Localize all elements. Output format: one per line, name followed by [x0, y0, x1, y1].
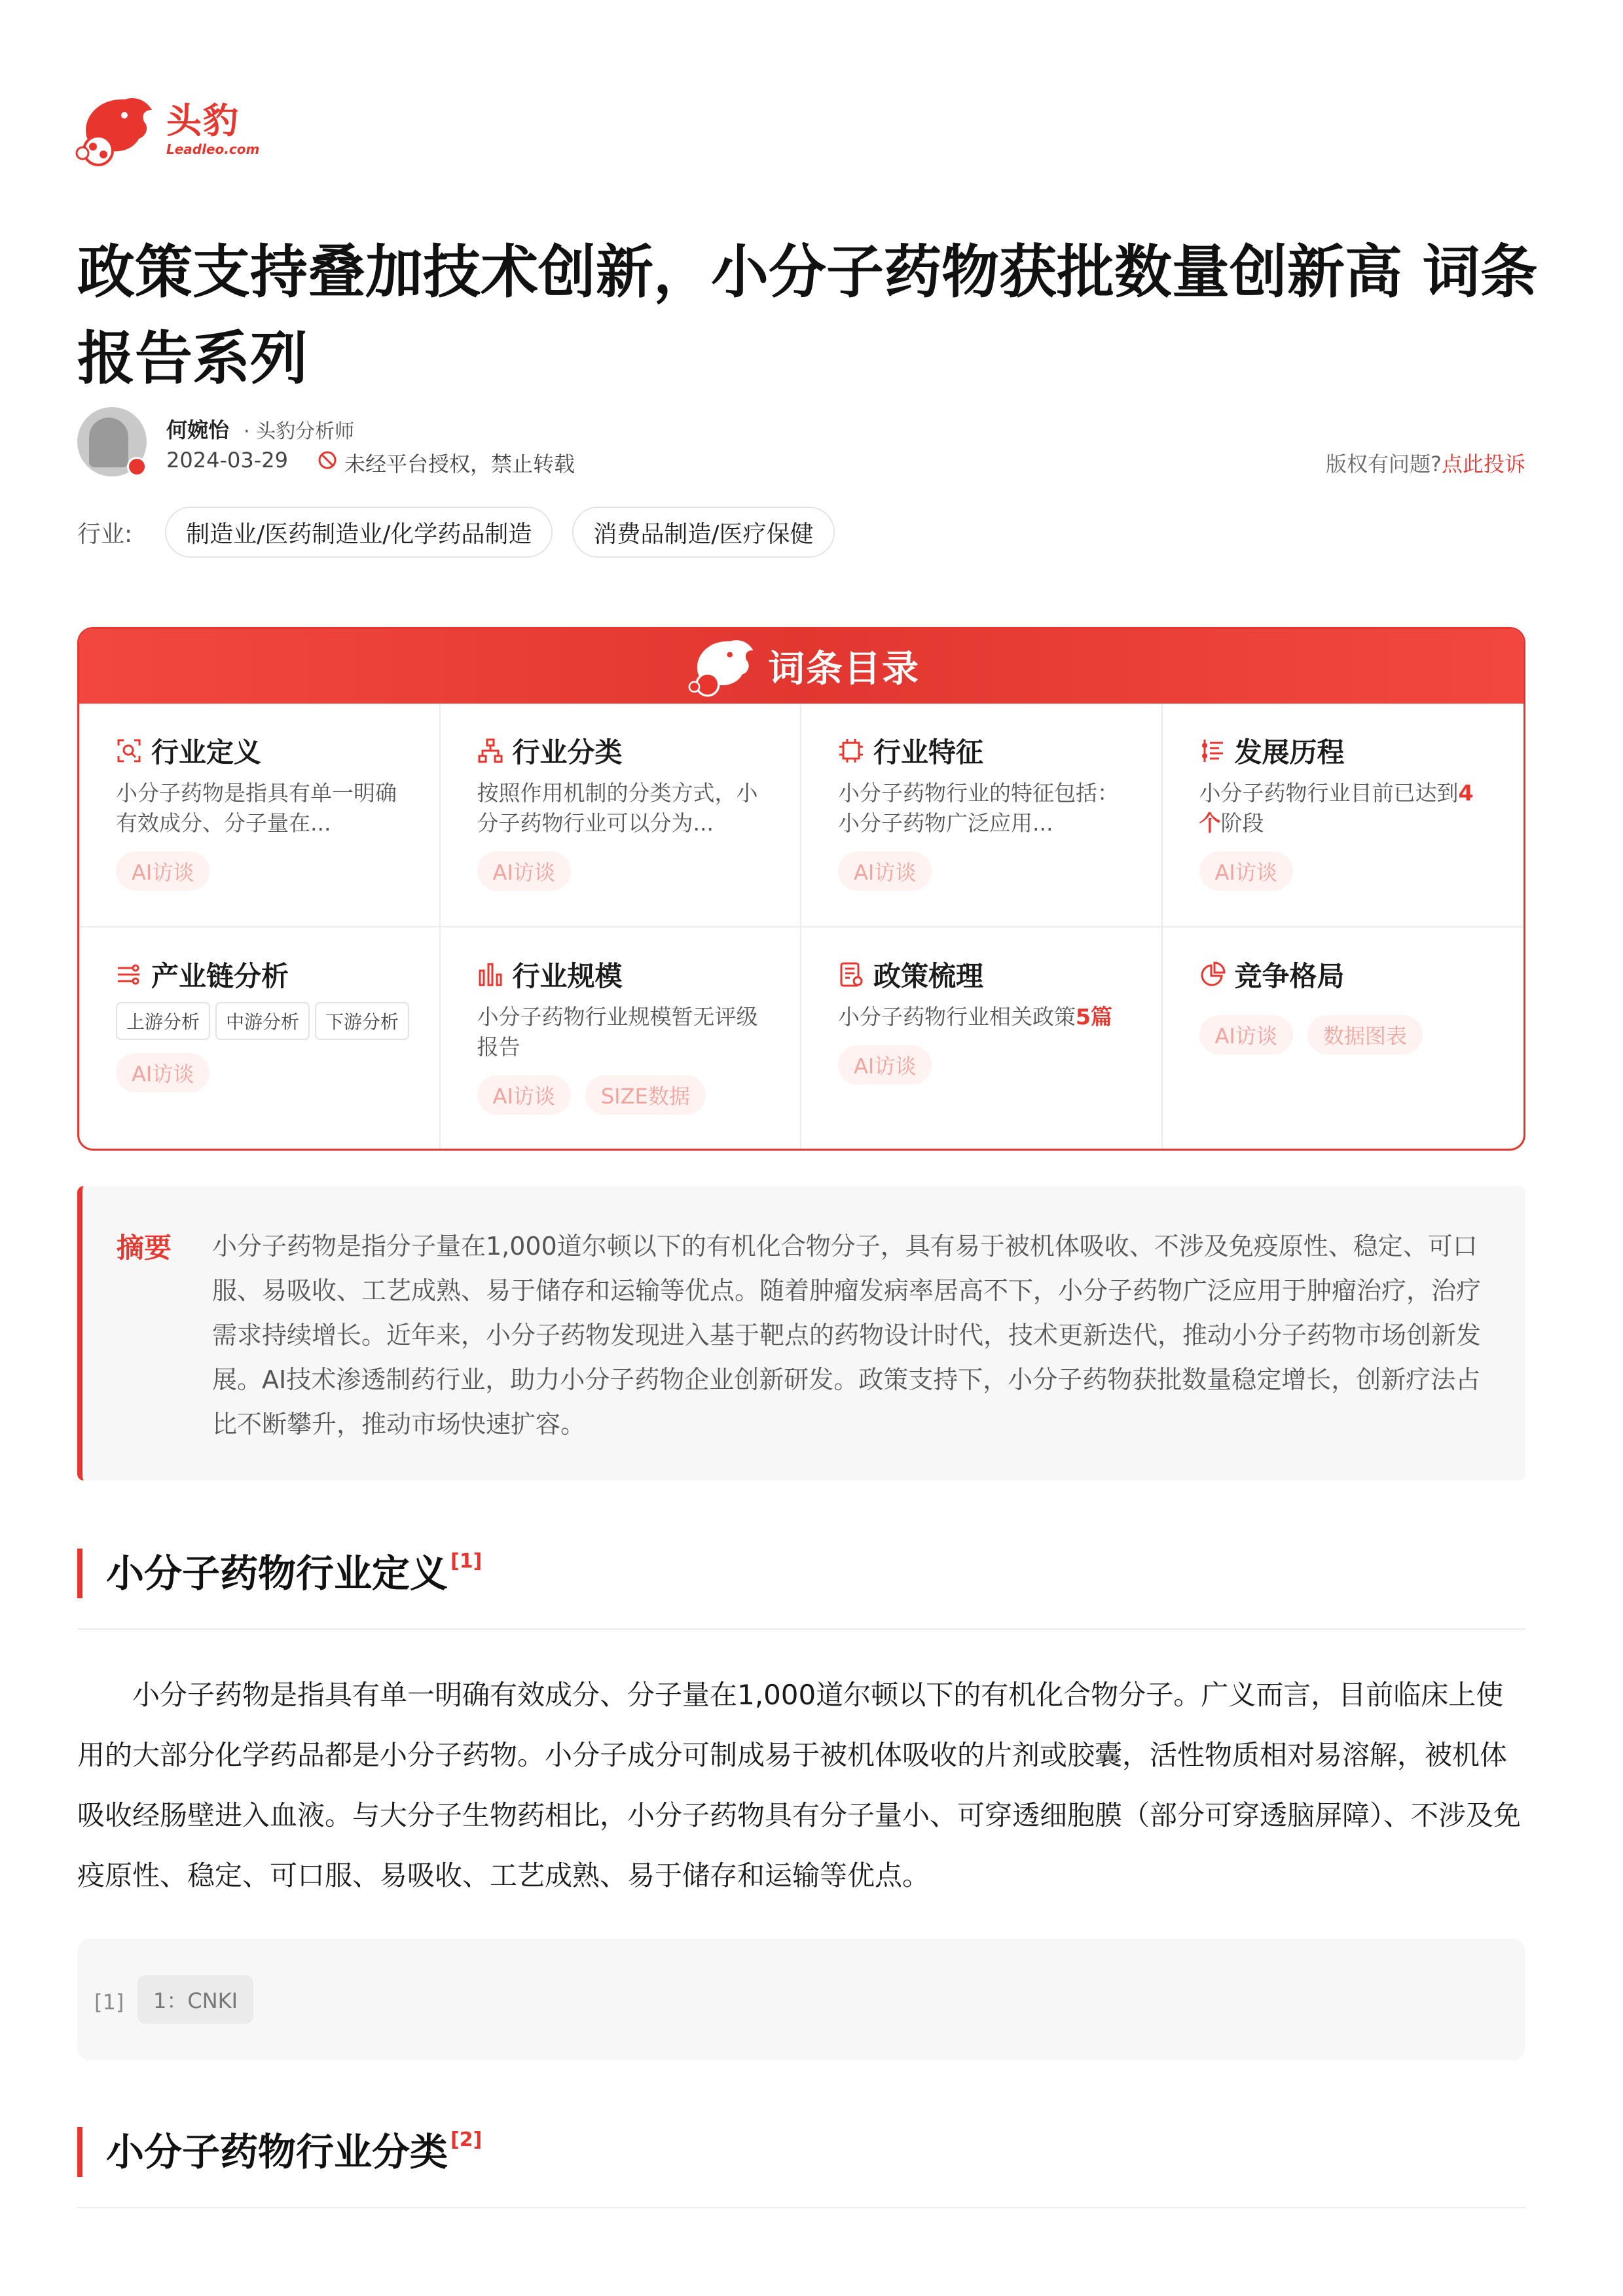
upstream-analysis-tag[interactable]: 上游分析	[116, 1002, 210, 1040]
toc-item-features[interactable]	[801, 704, 1163, 927]
brand-url: Leadleo.com	[166, 141, 260, 157]
industry-tag[interactable]: 制造业/医药制造业/化学药品制造	[165, 507, 553, 558]
search-doc-icon	[116, 738, 142, 764]
industry-tag[interactable]: 消费品制造/医疗保健	[572, 507, 834, 558]
report-link[interactable]: 点此投诉	[1441, 452, 1525, 476]
footnote-source[interactable]: 1：CNKI	[137, 1975, 253, 2024]
ai-interview-button[interactable]: AI访谈	[1199, 852, 1293, 891]
brand-logo[interactable]	[73, 90, 259, 168]
table-of-contents	[77, 627, 1525, 1151]
toc-item-policy[interactable]	[801, 927, 1163, 1151]
toc-header	[79, 629, 1523, 704]
toc-item-title: 政策梳理	[873, 960, 984, 992]
divider	[77, 2207, 1525, 2208]
policy-count: 5篇	[1076, 1004, 1112, 1030]
toc-item-classification[interactable]	[441, 704, 802, 927]
toc-item-competition[interactable]	[1163, 927, 1524, 1151]
toc-desc-text: 阶段	[1220, 810, 1264, 836]
repost-notice: 未经平台授权，禁止转载	[344, 452, 575, 476]
ai-interview-button[interactable]: AI访谈	[838, 852, 932, 891]
toc-item-title: 行业规模	[512, 960, 623, 992]
toc-item-desc: 小分子药物行业的特征包括：小分子药物广泛应用...	[838, 780, 1119, 836]
footnote-number: [1]	[94, 1990, 124, 2015]
midstream-analysis-tag[interactable]: 中游分析	[215, 1002, 310, 1040]
ai-interview-button[interactable]: AI访谈	[477, 852, 571, 891]
section-heading	[77, 2127, 482, 2177]
toc-item-history[interactable]	[1163, 704, 1524, 927]
section-body: 小分子药物是指具有单一明确有效成分、分子量在1,000道尔顿以下的有机化合物分子。广义而言，目前临床上使用的大部分化学药品都是小分子药物。小分子成分可制成易于被机体吸收的片剂或胶囊，活性物质相对易溶解，被机体吸收经肠壁进入血液。与大分子生物药相比，小分子药物具有分子量小、可穿透细胞膜（部分可穿透脑屏障）、不涉及免疫原性、稳定、可口服、易吸收、工艺成熟、易于储存和运输等优点。	[77, 1679, 1522, 1892]
section-heading	[77, 1549, 482, 1598]
ai-interview-button[interactable]: AI访谈	[477, 1075, 571, 1115]
toc-item-desc: 小分子药物是指具有单一明确有效成分、分子量在...	[116, 780, 397, 836]
toc-item-desc: 按照作用机制的分类方式，小分子药物行业可以分为...	[477, 780, 758, 836]
avatar-badge-icon	[127, 457, 147, 476]
toc-item-title: 竞争格局	[1234, 960, 1345, 992]
industry-tags	[77, 507, 854, 558]
author-name[interactable]: 何婉怡	[166, 418, 230, 442]
toc-title: 词条目录	[768, 648, 920, 691]
avatar-photo	[89, 418, 128, 467]
feature-icon	[838, 738, 864, 764]
author-bar	[77, 407, 1525, 479]
size-data-button[interactable]: SIZE数据	[585, 1075, 706, 1115]
toc-item-market-size[interactable]	[441, 927, 802, 1151]
toc-desc-text: 小分子药物行业目前已达到	[1199, 780, 1459, 806]
toc-item-desc: 小分子药物行业规模暂无评级报告	[477, 1004, 758, 1060]
ai-interview-button[interactable]: AI访谈	[838, 1045, 932, 1085]
industry-label: 行业:	[77, 520, 133, 548]
hierarchy-icon	[477, 738, 503, 764]
pie-chart-icon	[1199, 961, 1226, 988]
summary-label: 摘要	[117, 1232, 172, 1264]
leopard-logo-icon	[73, 90, 156, 168]
stage-count: 4个	[1199, 780, 1474, 836]
ai-interview-button[interactable]: AI访谈	[116, 852, 210, 891]
summary-box	[77, 1186, 1525, 1480]
copyright-notice	[1326, 448, 1525, 478]
publish-date: 2024-03-29	[166, 448, 288, 473]
reference-link[interactable]: [2]	[450, 2128, 483, 2151]
toc-desc-text: 小分子药物行业相关政策	[838, 1004, 1076, 1030]
leopard-logo-icon	[683, 634, 760, 699]
toc-item-definition[interactable]	[79, 704, 441, 927]
summary-text: 小分子药物是指分子量在1,000道尔顿以下的有机化合物分子，具有易于被机体吸收、不涉及免疫原性、稳定、可口服、易吸收、工艺成熟、易于储存和运输等优点。随着肿瘤发病率居高不下，小分子药物广泛应用于肿瘤治疗，治疗需求持续增长。近年来，小分子药物发现进入基于靶点的药物设计时代，技术更新迭代，推动小分子药物市场创新发展。AI技术渗透制药行业，助力小分子药物企业创新研发。政策支持下，小分子药物获批数量稳定增长，创新疗法占比不断攀升，推动市场快速扩容。	[212, 1232, 1482, 1439]
timeline-icon	[1199, 738, 1226, 764]
toc-item-title: 发展历程	[1234, 736, 1345, 768]
copyright-question: 版权有问题?	[1325, 452, 1442, 476]
reference-link[interactable]: [1]	[450, 1550, 483, 1573]
toc-item-title: 行业特征	[873, 736, 984, 768]
toc-item-title: 行业定义	[151, 736, 262, 768]
author-role: · 头豹分析师	[244, 420, 355, 443]
ai-interview-button[interactable]: AI访谈	[116, 1053, 210, 1092]
bar-chart-icon	[477, 961, 503, 988]
policy-doc-icon	[838, 961, 864, 988]
divider	[77, 1628, 1525, 1630]
toc-item-desc	[838, 1002, 1126, 1032]
toc-item-title: 产业链分析	[151, 960, 289, 992]
data-chart-button[interactable]: 数据图表	[1307, 1015, 1423, 1054]
page-title: 政策支持叠加技术创新，小分子药物获批数量创新高 词条报告系列	[77, 238, 1538, 392]
footnote-box	[77, 1939, 1525, 2060]
section-title: 小分子药物行业分类	[106, 2130, 448, 2174]
ai-interview-button[interactable]: AI访谈	[1199, 1015, 1293, 1054]
forbidden-icon	[318, 450, 337, 470]
toc-item-desc	[1199, 778, 1487, 838]
brand-name: 头豹	[166, 100, 240, 141]
toc-item-title: 行业分类	[512, 736, 623, 768]
toc-item-value-chain[interactable]	[79, 927, 441, 1151]
chain-icon	[116, 961, 142, 988]
section-title: 小分子药物行业定义	[106, 1551, 448, 1596]
downstream-analysis-tag[interactable]: 下游分析	[315, 1002, 409, 1040]
